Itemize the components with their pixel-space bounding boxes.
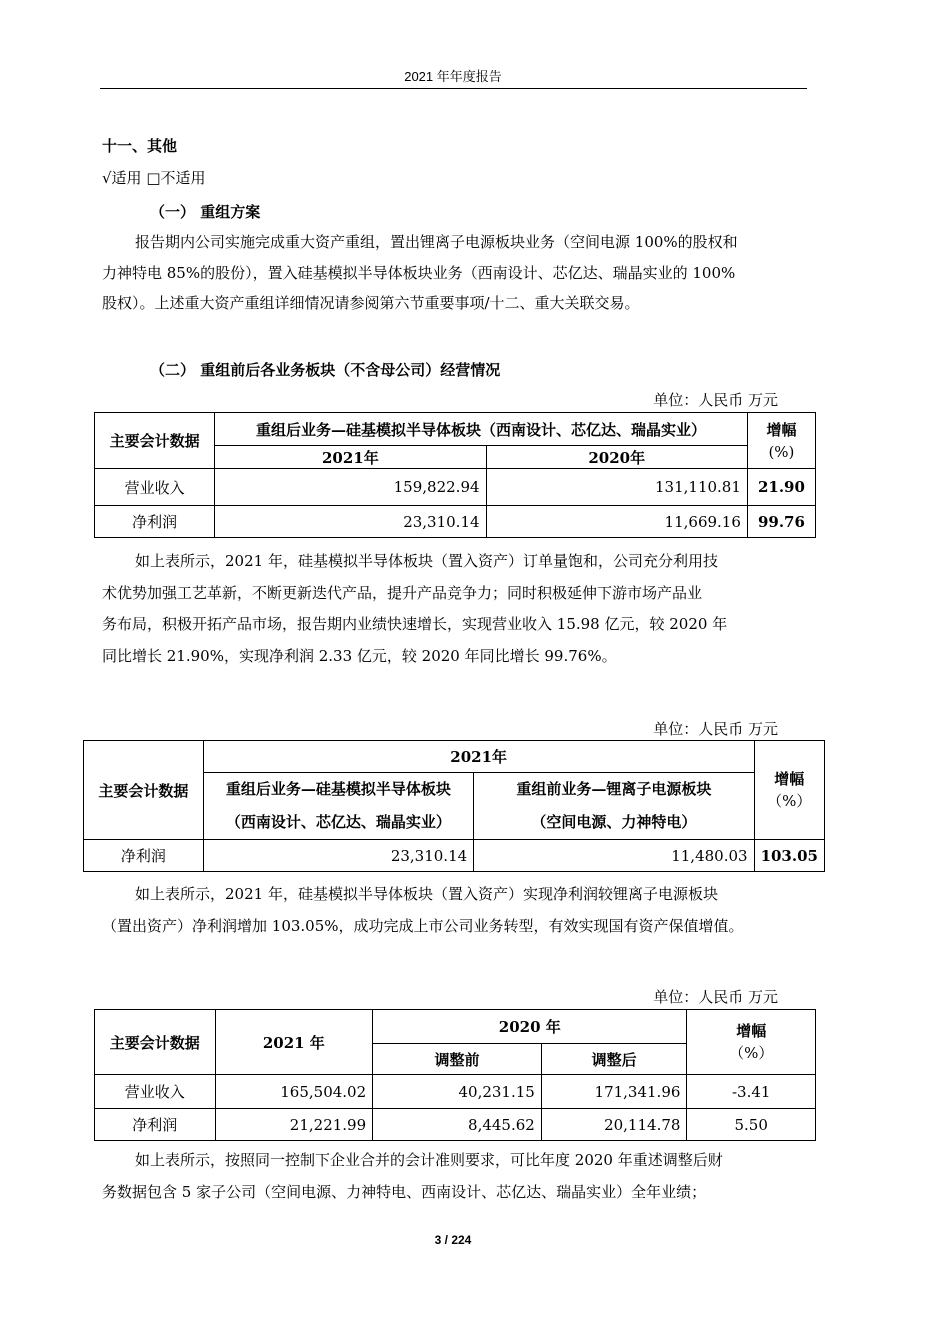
table2-change-header-line1: 增幅: [774, 770, 805, 788]
table1: [94, 412, 816, 538]
table3-col-2020: 2020 年: [373, 1010, 687, 1044]
table3-row1-change: -3.41: [687, 1075, 816, 1109]
table1-group-header: 重组后业务—硅基模拟半导体板块（西南设计、芯亿达、瑞晶实业）: [215, 413, 748, 446]
table1-col-2021: 2021年: [215, 446, 486, 469]
table3-row2-2021: 21,221.99: [215, 1109, 373, 1141]
table2-col-before-line2: （空间电源、力神特电）: [531, 813, 697, 831]
table2-row1-change: 103.05: [754, 840, 824, 872]
table3-row2-change: 5.50: [687, 1109, 816, 1141]
paragraph-1-line-2: 力神特电 85%的股份），置入硅基模拟半导体板块业务（西南设计、芯亿达、瑞晶实业的 100%: [102, 264, 736, 282]
table3-row1-before: 40,231.15: [373, 1075, 542, 1109]
paragraph-3-line-2: （置出资产）净利润增加 103.05%，成功完成上市公司业务转型，有效实现国有资产保值增值。: [102, 917, 744, 935]
table1-row1-2021: 159,822.94: [215, 469, 486, 506]
page-number: 3 / 224: [434, 1233, 472, 1247]
table3-unit: 单位：人民币 万元: [653, 988, 778, 1006]
table3-row1-after: 171,341.96: [541, 1075, 687, 1109]
table3-row2-before: 8,445.62: [373, 1109, 542, 1141]
paragraph-4-line-2: 务数据包含 5 家子公司（空间电源、力神特电、西南设计、芯亿达、瑞晶实业）全年业绩；: [102, 1183, 707, 1201]
table2-col-before-line1: 重组前业务—锂离子电源板块: [516, 780, 712, 798]
table-row: [95, 1109, 816, 1141]
table-row: [84, 840, 825, 872]
table3-label-header: 主要会计数据: [95, 1010, 216, 1075]
table1-row2-label: 净利润: [95, 506, 215, 538]
table2-label-header: 主要会计数据: [84, 741, 204, 840]
table1-label-header: 主要会计数据: [95, 413, 215, 469]
table2-change-header-line2: （%）: [767, 792, 812, 810]
table3-row2-label: 净利润: [95, 1109, 216, 1141]
table2-row1-before: 11,480.03: [474, 840, 754, 872]
table2: [83, 740, 825, 872]
paragraph-1-line-1: 报告期内公司实施完成重大资产重组，置出锂离子电源板块业务（空间电源 100%的股权和: [135, 233, 738, 251]
table1-row2-2020: 11,669.16: [486, 506, 747, 538]
paragraph-2-line-2: 术优势加强工艺革新，不断更新迭代产品，提升产品竞争力；同时积极延伸下游市场产品业: [102, 584, 703, 602]
table1-col-2020: 2020年: [486, 446, 747, 469]
table2-col-after: [203, 773, 473, 840]
table2-year-header: 2021年: [203, 741, 754, 773]
table1-row1-label: 营业收入: [95, 469, 215, 506]
table3-col-2021: 2021 年: [215, 1010, 373, 1075]
table1-row2-change: 99.76: [747, 506, 815, 538]
table1-change-header: [747, 413, 815, 469]
page-header-title: 2021 年年度报告: [404, 69, 502, 84]
table-row: [95, 506, 816, 538]
subsection-title-segment-operations: （二） 重组前后各业务板块（不含母公司）经营情况: [150, 361, 501, 379]
paragraph-1-line-3: 股权）。上述重大资产重组详细情况请参阅第六节重要事项/十二、重大关联交易。: [102, 294, 640, 312]
table3: [94, 1009, 816, 1141]
paragraph-2-line-1: 如上表所示，2021 年，硅基模拟半导体板块（置入资产）订单量饱和，公司充分利用技: [135, 552, 718, 570]
table2-unit: 单位：人民币 万元: [653, 720, 778, 738]
table1-change-header-line1: 增幅: [766, 420, 797, 439]
paragraph-2-line-3: 务布局，积极开拓产品市场，报告期内业绩快速增长，实现营业收入 15.98 亿元，较 2020 年: [102, 615, 728, 633]
section-title: 十一、其他: [102, 137, 178, 155]
table3-col-before-adj: 调整前: [373, 1044, 542, 1075]
table3-row1-label: 营业收入: [95, 1075, 216, 1109]
table2-row1-label: 净利润: [84, 840, 204, 872]
table2-row1-after: 23,310.14: [203, 840, 473, 872]
paragraph-4-line-1: 如上表所示，按照同一控制下企业合并的会计准则要求，可比年度 2020 年重述调整后财: [135, 1151, 723, 1169]
table1-row2-2021: 23,310.14: [215, 506, 486, 538]
table3-col-after-adj: 调整后: [541, 1044, 687, 1075]
table-row: [95, 469, 816, 506]
header-divider: [100, 88, 807, 89]
paragraph-2-line-4: 同比增长 21.90%，实现净利润 2.33 亿元，较 2020 年同比增长 99.76%。: [102, 647, 617, 665]
table-row: [95, 1075, 816, 1109]
table1-row1-change: 21.90: [747, 469, 815, 506]
table3-change-header-line1: 增幅: [736, 1022, 767, 1040]
paragraph-3-line-1: 如上表所示，2021 年，硅基模拟半导体板块（置入资产）实现净利润较锂离子电源板块: [135, 885, 718, 903]
table2-col-before: [474, 773, 754, 840]
table3-change-header-line2: （%）: [729, 1044, 774, 1062]
table2-col-after-line2: （西南设计、芯亿达、瑞晶实业）: [225, 813, 451, 831]
table3-row2-after: 20,114.78: [541, 1109, 687, 1141]
table3-row1-2021: 165,504.02: [215, 1075, 373, 1109]
table2-col-after-line1: 重组后业务—硅基模拟半导体板块: [225, 780, 451, 798]
table3-change-header: [687, 1010, 816, 1075]
table1-unit: 单位：人民币 万元: [653, 391, 778, 409]
table1-row1-2020: 131,110.81: [486, 469, 747, 506]
applicability-status: √适用 □不适用: [102, 169, 206, 187]
table1-change-header-line2: (%): [768, 442, 795, 461]
subsection-title-restructure-plan: （一） 重组方案: [150, 203, 261, 221]
table2-change-header: [754, 741, 824, 840]
